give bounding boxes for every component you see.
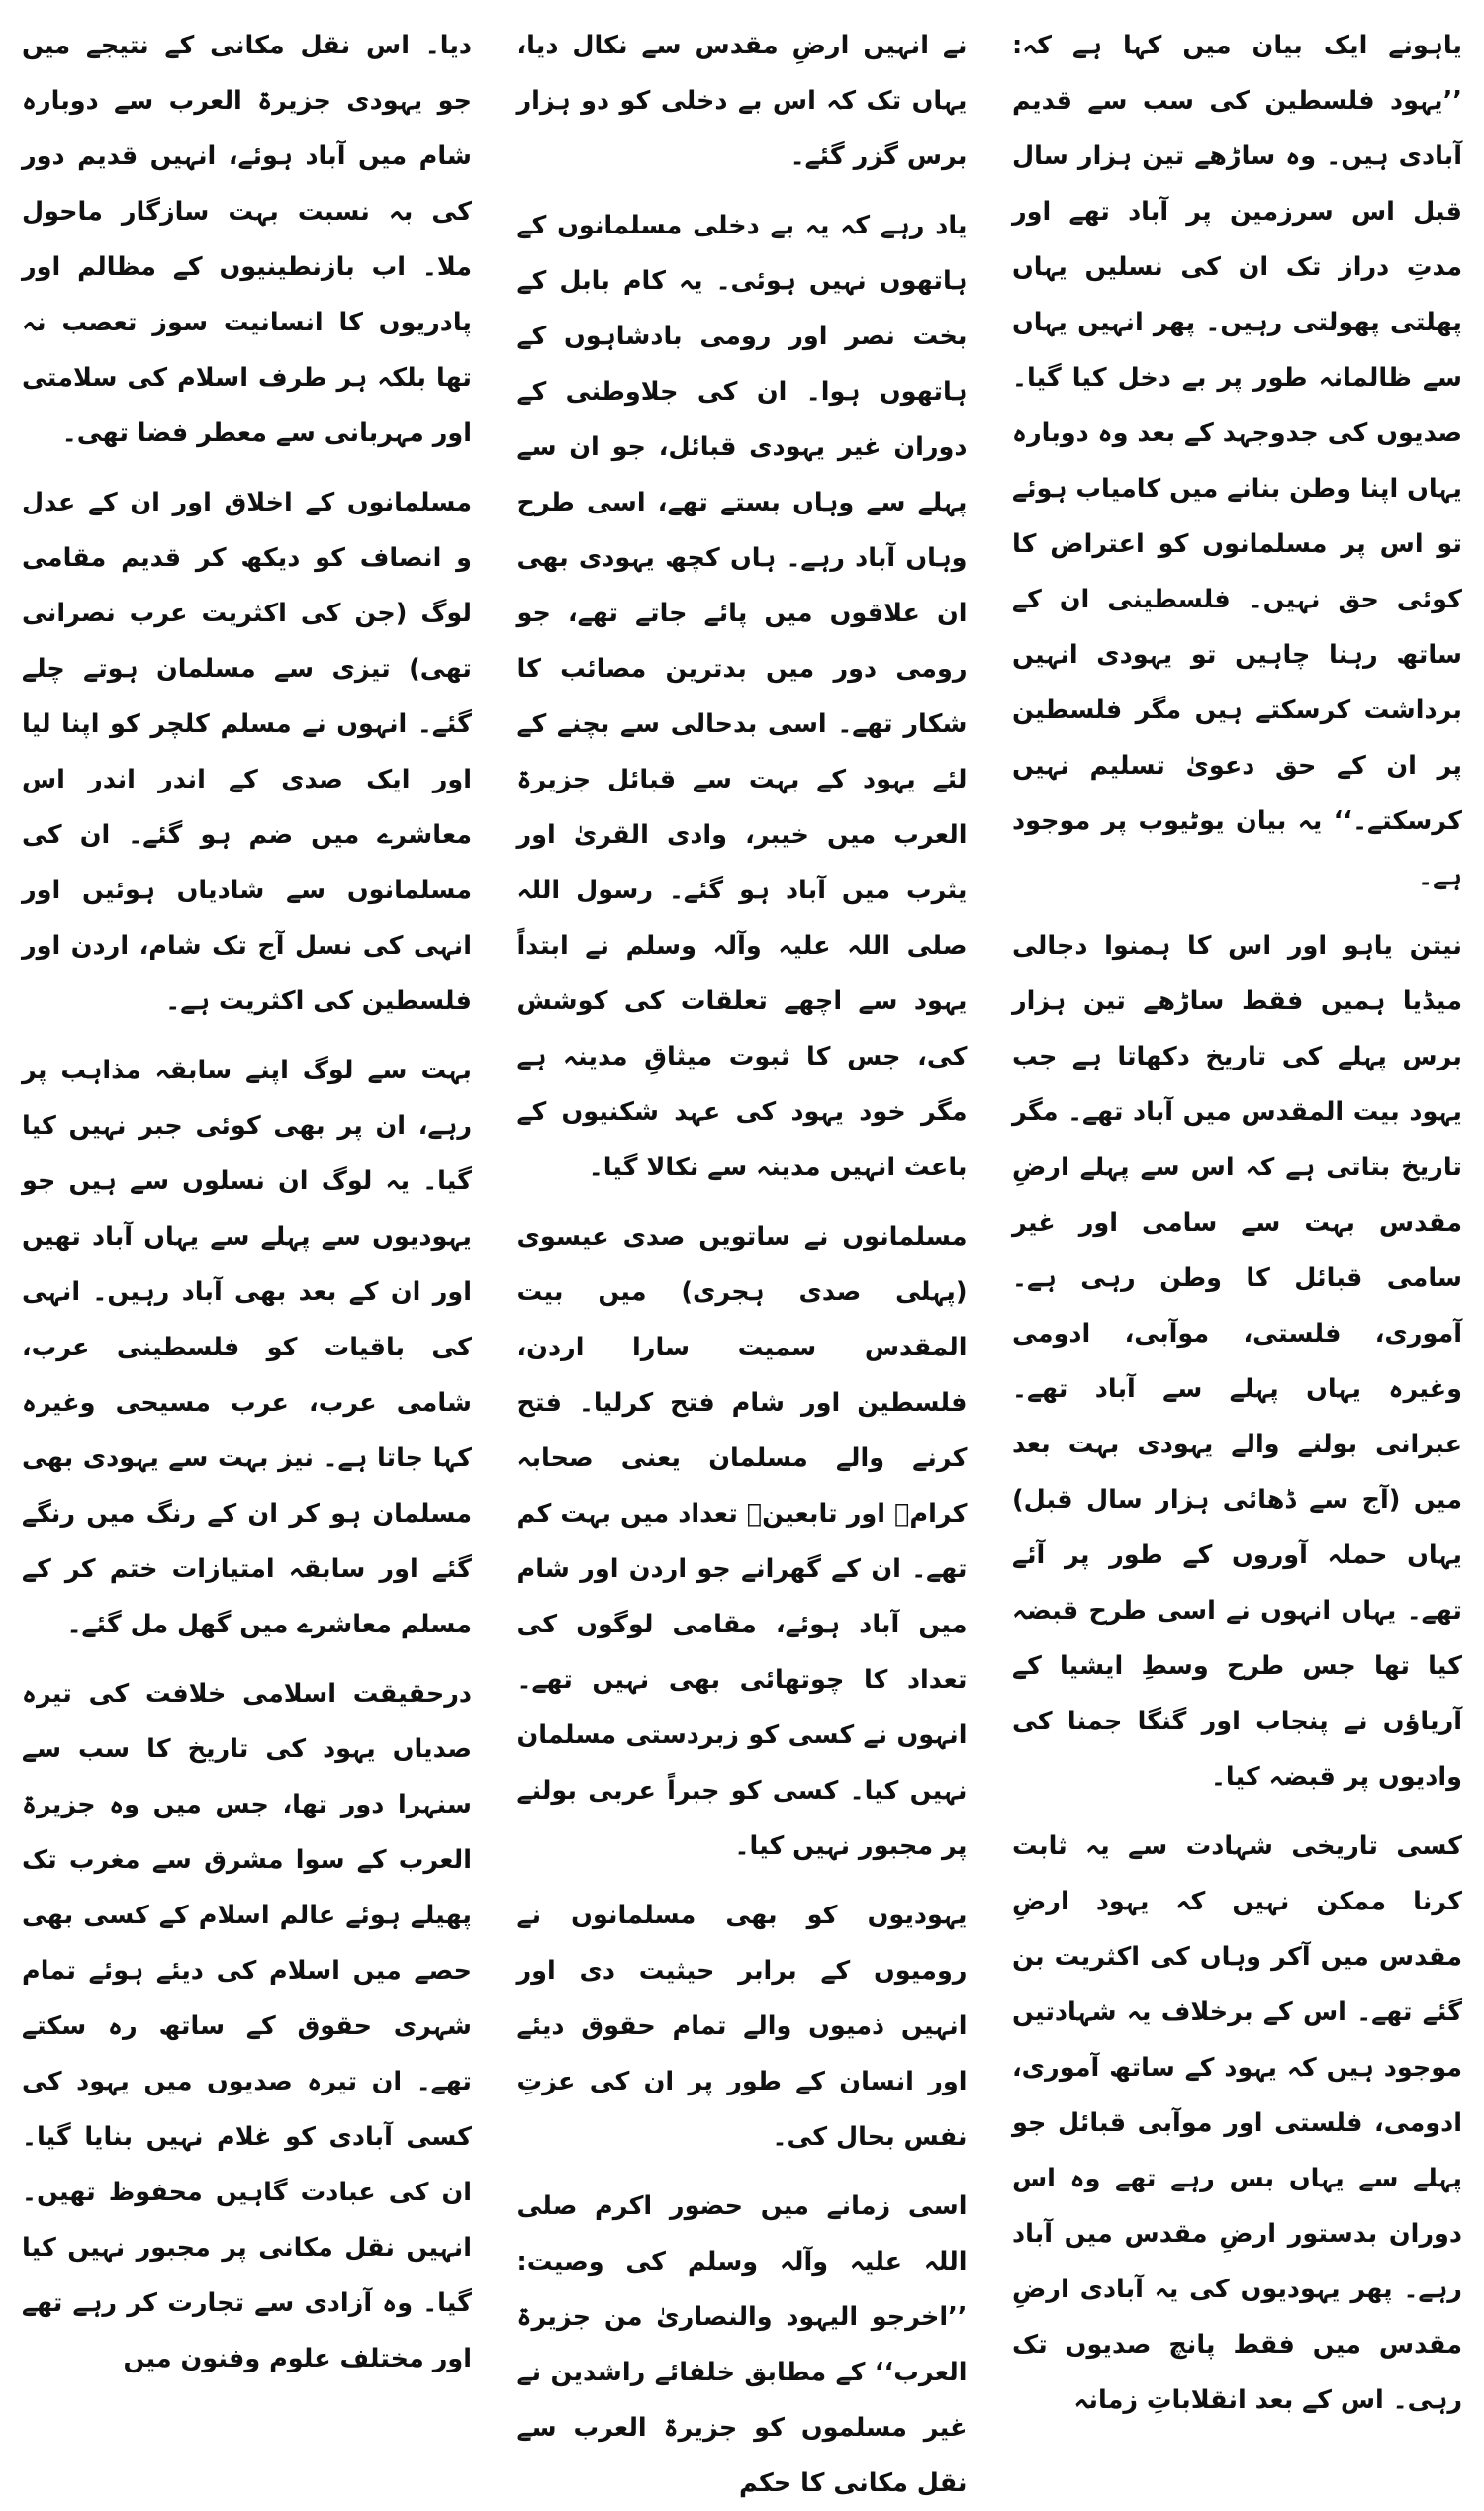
paragraph: مسلمانوں کے اخلاق اور ان کے عدل و انصاف کو دیکھ کر قدیم مقامی لوگ (جن کی اکثریت عرب نصرانی تھی) تیزی سے مسلمان ہوتے چلے گئے۔ انہوں نے مسلم کلچر کو اپنا لیا اور ایک صدی کے اندر اندر اس معاشرے میں ضم ہو گئے۔ ان کی مسلمانوں سے شادیاں ہوئیں اور انہی کی نسل آج تک شام، اردن اور فلسطین کی اکثریت ہے۔ <box>22 488 472 1016</box>
paragraph: بہت سے لوگ اپنے سابقہ مذاہب پر رہے، ان پر بھی کوئی جبر نہیں کیا گیا۔ یہ لوگ ان نسلوں سے ہیں جو یہودیوں سے پہلے سے یہاں آباد تھیں اور ان کے بعد بھی آباد رہیں۔ انہی کی باقیات کو فلسطینی عرب، شامی عرب، عرب مسیحی وغیرہ کہا جاتا ہے۔ نیز بہت سے یہودی بھی مسلمان ہو کر ان کے رنگ میں رنگے گئے اور سابقہ امتیازات ختم کر کے مسلم معاشرے میں گھل مل گئے۔ <box>22 1056 472 1639</box>
paragraph: یاہونے ایک بیان میں کہا ہے کہ: ’’یہود فلسطین کی سب سے قدیم آبادی ہیں۔ وہ ساڑھے تین ہزار سال قبل اس سرزمین پر آباد تھے اور مدتِ دراز تک ان کی نسلیں یہاں پھلتی پھولتی رہیں۔ پھر انہیں یہاں سے ظالمانہ طور پر بے دخل کیا گیا۔ صدیوں کی جدوجہد کے بعد وہ دوبارہ یہاں اپنا وطن بنانے میں کامیاب ہوئے تو اس پر مسلمانوں کو اعتراض کا کوئی حق نہیں۔ فلسطینی ان کے ساتھ رہنا چاہیں تو یہودی انہیں برداشت کرسکتے ہیں مگر فلسطین پر ان کے حق دعویٰ تسلیم نہیں کرسکتے۔‘‘ یہ بیان یوٹیوب پر موجود ہے۔ <box>1012 31 1462 891</box>
paragraph: نے انہیں ارضِ مقدس سے نکال دیا، یہاں تک کہ اس بے دخلی کو دو ہزار برس گزر گئے۔ <box>516 31 968 171</box>
paragraph: درحقیقت اسلامی خلافت کی تیرہ صدیاں یہود کی تاریخ کا سب سے سنہرا دور تھا، جس میں وہ جزیرۃ العرب کے سوا مشرق سے مغرب تک پھیلے ہوئے عالم اسلام کے کسی بھی حصے میں اسلام کی دیئے ہوئے تمام شہری حقوق کے ساتھ رہ سکتے تھے۔ ان تیرہ صدیوں میں یہود کی کسی آبادی کو غلام نہیں بنایا گیا۔ ان کی عبادت گاہیں محفوظ تھیں۔ انہیں نقل مکانی پر مجبور نہیں کیا گیا۔ وہ آزادی سے تجارت کر رہے تھے اور مختلف علوم وفنون میں <box>22 1679 472 2373</box>
paragraph: یاد رہے کہ یہ بے دخلی مسلمانوں کے ہاتھوں نہیں ہوئی۔ یہ کام بابل کے بخت نصر اور رومی بادشاہوں کے ہاتھوں ہوا۔ ان کی جلاوطنی کے دوران غیر یہودی قبائل، جو ان سے پہلے سے وہاں بستے تھے، اسی طرح وہاں آباد رہے۔ ہاں کچھ یہودی بھی ان علاقوں میں پائے جاتے تھے، جو رومی دور میں بدترین مصائب کا شکار تھے۔ اسی بدحالی سے بچنے کے لئے یہود کے بہت سے قبائل جزیرۃ العرب میں خیبر، وادی القریٰ اور یثرب میں آباد ہو گئے۔ رسول اللہ صلی اللہ علیہ وآلہ وسلم نے ابتداً یہود سے اچھے تعلقات کی کوشش کی، جس کا ثبوت میثاقِ مدینہ ہے مگر خود یہود کی عہد شکنیوں کے باعث انہیں مدینہ سے نکالا گیا۔ <box>516 211 968 1182</box>
article-column-left <box>22 18 472 2373</box>
article-column-right <box>1012 18 1462 2415</box>
paragraph: دیا۔ اس نقل مکانی کے نتیجے میں جو یہودی جزیرۃ العرب سے دوبارہ شام میں آباد ہوئے، انہیں قدیم دور کی بہ نسبت بہت سازگار ماحول ملا۔ اب بازنطینیوں کے مظالم اور پادریوں کا انسانیت سوز تعصب نہ تھا بلکہ ہر طرف اسلام کی سلامتی اور مہربانی سے معطر فضا تھی۔ <box>22 31 472 448</box>
paragraph: کسی تاریخی شہادت سے یہ ثابت کرنا ممکن نہیں کہ یہود ارضِ مقدس میں آکر وہاں کی اکثریت بن گئے تھے۔ اس کے برخلاف یہ شہادتیں موجود ہیں کہ یہود کے ساتھ آموری، ادومی، فلستی اور موآبی قبائل جو پہلے سے یہاں بس رہے تھے وہ اس دوران بدستور ارضِ مقدس میں آباد رہے۔ پھر یہودیوں کی یہ آبادی ارضِ مقدس میں فقط پانچ صدیوں تک رہی۔ اس کے بعد انقلاباتِ زمانہ <box>1012 1831 1462 2415</box>
paragraph: یہودیوں کو بھی مسلمانوں نے رومیوں کے برابر حیثیت دی اور انہیں ذمیوں والے تمام حقوق دیئے اور انسان کے طور پر ان کی عزتِ نفس بحال کی۔ <box>516 1901 968 2152</box>
article-column-middle <box>516 18 968 2498</box>
paragraph: مسلمانوں نے ساتویں صدی عیسوی (پہلی صدی ہجری) میں بیت المقدس سمیت سارا اردن، فلسطین اور شام فتح کرلیا۔ فتح کرنے والے مسلمان یعنی صحابہ کرامؓ اور تابعینؒ تعداد میں بہت کم تھے۔ ان کے گھرانے جو اردن اور شام میں آباد ہوئے، مقامی لوگوں کی تعداد کا چوتھائی بھی نہیں تھے۔ انہوں نے کسی کو زبردستی مسلمان نہیں کیا۔ کسی کو جبراً عربی بولنے پر مجبور نہیں کیا۔ <box>516 1222 968 1861</box>
paragraph: نیتن یاہو اور اس کا ہمنوا دجالی میڈیا ہمیں فقط ساڑھے تین ہزار برس پہلے کی تاریخ دکھاتا ہے جب یہود بیت المقدس میں آباد تھے۔ مگر تاریخ بتاتی ہے کہ اس سے پہلے ارضِ مقدس بہت سے سامی اور غیر سامی قبائل کا وطن رہی ہے۔ آموری، فلستی، موآبی، ادومی وغیرہ یہاں پہلے سے آباد تھے۔ عبرانی بولنے والے یہودی بہت بعد میں (آج سے ڈھائی ہزار سال قبل) یہاں حملہ آوروں کے طور پر آئے تھے۔ یہاں انہوں نے اسی طرح قبضہ کیا تھا جس طرح وسطِ ایشیا کے آریاؤں نے پنجاب اور گنگا جمنا کی وادیوں پر قبضہ کیا۔ <box>1012 931 1462 1792</box>
paragraph: اسی زمانے میں حضور اکرم صلی اللہ علیہ وآلہ وسلم کی وصیت: ’’اخرجو الیہود والنصاریٰ من جزیرۃ العرب‘‘ کے مطابق خلفائے راشدین نے غیر مسلموں کو جزیرۃ العرب سے نقل مکانی کا حکم <box>516 2191 968 2498</box>
